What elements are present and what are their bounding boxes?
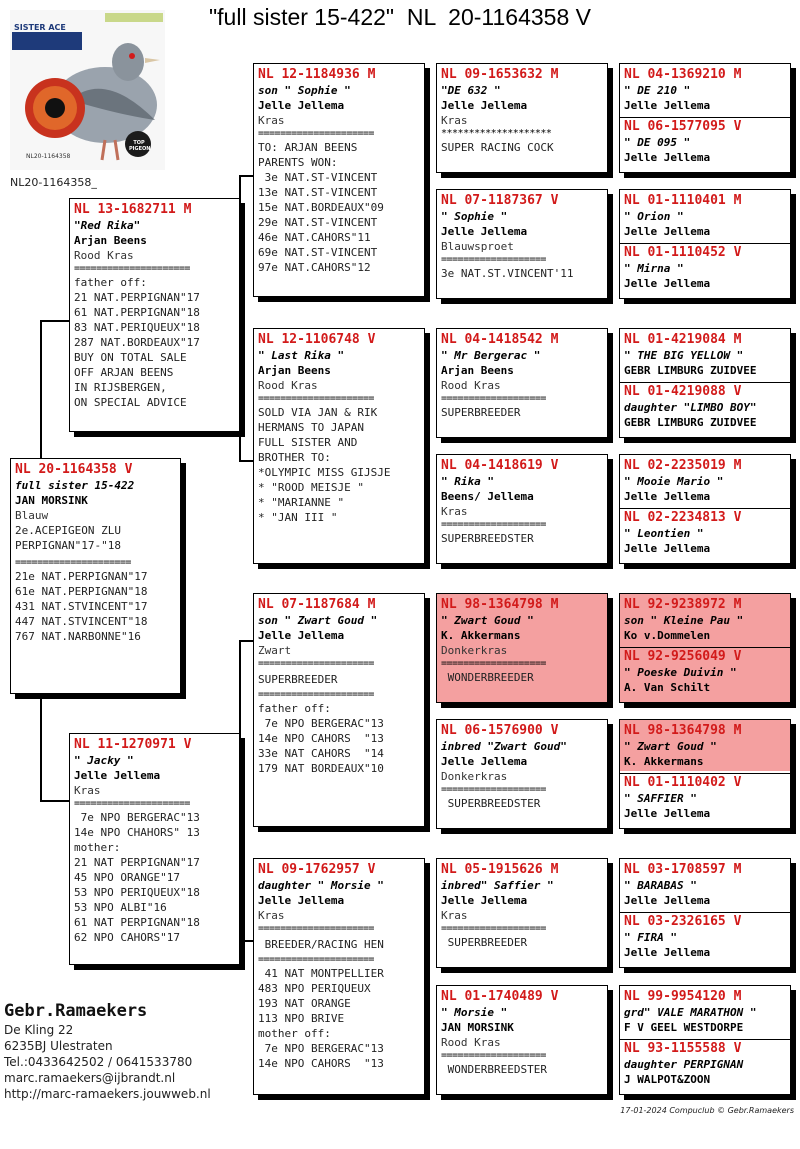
pedigree-card-mmf	[436, 858, 608, 968]
pedigree-card-g16	[620, 1039, 790, 1087]
ring-number: NL 04-1369210 M	[624, 67, 742, 82]
breeder-name: Gebr.Ramaekers	[4, 1001, 148, 1021]
owner: Arjan Beens	[441, 364, 514, 377]
note-line: BROTHER TO:	[258, 451, 331, 464]
note-line: 431 NAT.STVINCENT"17	[15, 600, 148, 613]
connector	[239, 175, 253, 177]
owner: Jelle Jellema	[74, 769, 161, 782]
color: Kras	[441, 114, 468, 127]
connector	[40, 320, 42, 460]
ring-number: NL 02-2235019 M	[624, 458, 742, 473]
separator: =====================	[74, 263, 190, 274]
owner: Jelle Jellema	[624, 151, 711, 164]
note-line: 7e NPO BERGERAC"13	[74, 811, 200, 824]
pedigree-card-g13	[620, 859, 790, 910]
pigeon-name: " Jacky "	[74, 754, 134, 767]
note-line: mother:	[74, 841, 121, 854]
separator: =====================	[258, 923, 374, 934]
note-line: IN RIJSBERGEN,	[74, 381, 167, 394]
note-line: 61 NAT PERPIGNAN"18	[74, 916, 200, 929]
owner: Jelle Jellema	[624, 99, 711, 112]
pigeon-name: " Rika "	[441, 475, 494, 488]
pedigree-card-fm	[253, 328, 425, 564]
note-line: BUY ON TOTAL SALE	[74, 351, 187, 364]
owner: A. Van Schilt	[624, 681, 711, 694]
pedigree-card-g5	[620, 329, 790, 380]
note-line: father off:	[258, 702, 331, 715]
color: Kras	[441, 909, 468, 922]
separator: =====================	[258, 689, 374, 700]
color: Rood Kras	[441, 379, 501, 392]
pigeon-name: daughter "LIMBO BOY"	[624, 401, 757, 414]
note-line: 53 NPO ALBI"16	[74, 901, 167, 914]
note-line: 33e NAT CAHORS "14	[258, 747, 384, 760]
ring-number: NL 92-9238972 M	[624, 597, 742, 612]
note-line: 21 NAT PERPIGNAN"17	[74, 856, 200, 869]
note-line: 193 NAT ORANGE	[258, 997, 351, 1010]
connector	[239, 940, 253, 942]
photo-headline: SISTER ACE PERPIGNAN	[14, 23, 67, 41]
pigeon-name: " Zwart Goud "	[624, 740, 717, 753]
owner: Jelle Jellema	[624, 807, 711, 820]
note-line: WONDERBREEDSTER	[441, 1063, 547, 1076]
ring-number: NL 04-1418542 M	[441, 332, 559, 347]
pedigree-pair-4	[619, 454, 791, 564]
owner: Ko v.Dommelen	[624, 629, 711, 642]
note-line: SUPERBREEDSTER	[441, 797, 541, 810]
note-line: 53 NPO PERIQUEUX"18	[74, 886, 200, 899]
pedigree-card-mm	[253, 858, 425, 1095]
owner: K. Akkermans	[441, 629, 521, 642]
ring-number: NL 03-2326165 V	[624, 914, 742, 929]
color: Donkerkras	[441, 770, 508, 783]
note-line: 21e NAT.PERPIGNAN"17	[15, 570, 148, 583]
pedigree-pair-3	[619, 328, 791, 438]
photo-ring: NL20-1164358	[26, 153, 71, 160]
ring-number: NL 01-1110402 V	[624, 775, 742, 790]
ring-number: NL 12-1184936 M	[258, 67, 376, 82]
ring-number: NL 01-4219084 M	[624, 332, 742, 347]
separator: ********************	[441, 128, 552, 139]
owner: JAN MORSINK	[15, 494, 88, 507]
ring-number: NL 99-9954120 M	[624, 989, 742, 1004]
pedigree-card-mfm	[436, 719, 608, 829]
note-line: *OLYMPIC MISS GIJSJE	[258, 466, 391, 479]
note-line: PERPIGNAN"17-"18	[15, 539, 121, 552]
note-line: father off:	[74, 276, 147, 289]
owner: Arjan Beens	[74, 234, 147, 247]
note-line: 97e NAT.CAHORS"12	[258, 261, 371, 274]
note-line: 62 NPO CAHORS"17	[74, 931, 180, 944]
pigeon-name: " Mirna "	[624, 262, 684, 275]
owner: GEBR LIMBURG ZUIDVEE	[624, 364, 757, 377]
pedigree-pair-1	[619, 63, 791, 173]
pedigree-card-g15	[620, 986, 790, 1037]
color: Donkerkras	[441, 644, 508, 657]
note-line: 3e NAT.ST.VINCENT'11	[441, 267, 574, 280]
pedigree-card-g14	[620, 912, 790, 960]
breeder-address: De Kling 22	[4, 1023, 74, 1037]
note-line: 447 NAT.STVINCENT"18	[15, 615, 148, 628]
ring-number: NL 13-1682711 M	[74, 202, 192, 217]
pedigree-pair-6	[619, 719, 791, 829]
pigeon-name: full sister 15-422	[15, 479, 135, 492]
ring-number: NL 01-1740489 V	[441, 989, 559, 1004]
pedigree-card-ffm	[436, 189, 608, 299]
pedigree-card-g8	[620, 508, 790, 556]
ring-number: NL 09-1653632 M	[441, 67, 559, 82]
owner: Jelle Jellema	[624, 225, 711, 238]
ring-number: NL 02-2234813 V	[624, 510, 742, 525]
pigeon-name: " FIRA "	[624, 931, 677, 944]
pigeon-name: " Zwart Goud "	[441, 614, 534, 627]
note-line: SUPERBREEDER	[441, 936, 528, 949]
note-line: 41 NAT MONTPELLIER	[258, 967, 384, 980]
breeder-website[interactable]: http://marc-ramaekers.jouwweb.nl	[4, 1087, 211, 1101]
owner: J WALPOT&ZOON	[624, 1073, 711, 1086]
owner: Jelle Jellema	[258, 99, 345, 112]
pedigree-card-g6	[620, 382, 790, 430]
pigeon-name: " SAFFIER "	[624, 792, 697, 805]
pigeon-name: inbred "Zwart Goud"	[441, 740, 567, 753]
ring-number: NL 12-1106748 V	[258, 332, 376, 347]
page-title: "full sister 15-422" NL 20-1164358 V	[209, 4, 591, 30]
separator: ===================	[441, 658, 546, 669]
note-line: SUPERBREEDER	[258, 673, 338, 686]
color: Kras	[258, 909, 285, 922]
pedigree-card-g7	[620, 455, 790, 506]
note-line: SUPERBREEDSTER	[441, 532, 534, 545]
note-line: WONDERBREEDER	[441, 671, 534, 684]
pedigree-card-father	[69, 198, 240, 432]
separator: ===================	[441, 254, 546, 265]
separator: =====================	[258, 393, 374, 404]
pedigree-card-g2	[620, 117, 790, 165]
note-line: SUPERBREEDER	[441, 406, 521, 419]
pedigree-card-root	[10, 458, 181, 694]
color: Kras	[441, 505, 468, 518]
pigeon-name: "DE 632 "	[441, 84, 501, 97]
pedigree-card-g9	[620, 594, 790, 645]
note-line: 83 NAT.PERIQUEUX"18	[74, 321, 200, 334]
owner: K. Akkermans	[624, 755, 704, 768]
breeder-email[interactable]: marc.ramaekers@ijbrandt.nl	[4, 1071, 176, 1085]
note-line: 7e NPO BERGERAC"13	[258, 717, 384, 730]
pedigree-card-fmm	[436, 454, 608, 564]
ring-number: NL 98-1364798 M	[441, 597, 559, 612]
ring-number: NL 98-1364798 M	[624, 723, 742, 738]
color: Blauw	[15, 509, 49, 522]
note-line: 45 NPO ORANGE"17	[74, 871, 180, 884]
color: Kras	[258, 114, 285, 127]
color: Zwart	[258, 644, 292, 657]
note-line: SUPER RACING COCK	[441, 141, 554, 154]
note-line: 13e NAT.ST-VINCENT	[258, 186, 378, 199]
note-line: 7e NPO BERGERAC"13	[258, 1042, 384, 1055]
pigeon-name: " Mr Bergerac "	[441, 349, 541, 362]
pigeon-name: " Last Rika "	[258, 349, 345, 362]
pedigree-card-ff	[253, 63, 425, 297]
pedigree-card-g3	[620, 190, 790, 241]
owner: Jelle Jellema	[624, 894, 711, 907]
pigeon-name: daughter PERPIGNAN	[624, 1058, 744, 1071]
owner: JAN MORSINK	[441, 1021, 514, 1034]
owner: Arjan Beens	[258, 364, 331, 377]
owner: Jelle Jellema	[441, 755, 528, 768]
owner: Jelle Jellema	[258, 894, 345, 907]
note-line: 61e NAT.PERPIGNAN"18	[15, 585, 148, 598]
color: Rood Kras	[74, 249, 134, 262]
note-line: 14e NPO CAHORS "13	[258, 732, 384, 745]
owner: Jelle Jellema	[624, 490, 711, 503]
pigeon-name: inbred" Saffier "	[441, 879, 554, 892]
owner: Jelle Jellema	[624, 542, 711, 555]
owner: Jelle Jellema	[441, 894, 528, 907]
pigeon-photo	[10, 10, 165, 170]
note-line: * "MARIANNE "	[258, 496, 345, 509]
owner: Jelle Jellema	[258, 629, 345, 642]
pedigree-pair-2	[619, 189, 791, 299]
pigeon-name: " DE 210 "	[624, 84, 691, 97]
note-line: 21 NAT.PERPIGNAN"17	[74, 291, 200, 304]
ring-number: NL 01-4219088 V	[624, 384, 742, 399]
breeder-contact	[4, 1000, 211, 1102]
separator: ===================	[441, 923, 546, 934]
pigeon-name: " Poeske Duivin "	[624, 666, 737, 679]
breeder-city: 6235BJ Ulestraten	[4, 1039, 113, 1053]
owner: Jelle Jellema	[624, 946, 711, 959]
separator: ===================	[441, 393, 546, 404]
owner: Jelle Jellema	[624, 277, 711, 290]
note-line: 15e NAT.BORDEAUX"09	[258, 201, 384, 214]
note-line: ON SPECIAL ADVICE	[74, 396, 187, 409]
ring-number: NL 07-1187367 V	[441, 193, 559, 208]
ring-number: NL 92-9256049 V	[624, 649, 742, 664]
pigeon-name: daughter " Morsie "	[258, 879, 384, 892]
note-line: BREEDER/RACING HEN	[258, 938, 384, 951]
separator: =====================	[258, 128, 374, 139]
owner: F V GEEL WESTDORPE	[624, 1021, 744, 1034]
separator: =====================	[258, 954, 374, 965]
pedigree-card-mff	[436, 593, 608, 703]
connector	[239, 460, 253, 462]
separator: ===================	[441, 784, 546, 795]
pigeon-name: " Morsie "	[441, 1006, 508, 1019]
owner: Jelle Jellema	[441, 225, 528, 238]
color: Rood Kras	[258, 379, 318, 392]
ring-number: NL 06-1576900 V	[441, 723, 559, 738]
note-line: 287 NAT.BORDEAUX"17	[74, 336, 200, 349]
connector	[40, 320, 70, 322]
breeder-phone: Tel.:0433642502 / 0641533780	[4, 1055, 193, 1069]
note-line: 69e NAT.ST-VINCENT	[258, 246, 378, 259]
note-line: PARENTS WON:	[258, 156, 338, 169]
pigeon-name: " Orion "	[624, 210, 684, 223]
pedigree-card-g12	[620, 773, 790, 821]
note-line: 29e NAT.ST-VINCENT	[258, 216, 378, 229]
note-line: 14e NPO CHAHORS" 13	[74, 826, 200, 839]
note-line: 46e NAT.CAHORS"11	[258, 231, 371, 244]
ring-number: NL 05-1915626 M	[441, 862, 559, 877]
ring-number: NL 07-1187684 M	[258, 597, 376, 612]
note-line: FULL SISTER AND	[258, 436, 358, 449]
note-line: OFF ARJAN BEENS	[74, 366, 174, 379]
connector	[239, 640, 253, 642]
note-line: TO: ARJAN BEENS	[258, 141, 358, 154]
pedigree-card-fff	[436, 63, 608, 173]
connector	[40, 800, 70, 802]
print-stamp: 17-01-2024 Compuclub © Gebr.Ramaekers	[620, 1106, 794, 1115]
separator: ===================	[441, 519, 546, 530]
pigeon-name: " Sophie "	[441, 210, 508, 223]
ring-number: NL 93-1155588 V	[624, 1041, 742, 1056]
photo-badge: TOP PIGEON	[129, 140, 151, 152]
separator: =====================	[258, 658, 374, 669]
note-line: 2e.ACEPIGEON ZLU	[15, 524, 121, 537]
note-line: mother off:	[258, 1027, 331, 1040]
note-line: 179 NAT BORDEAUX"10	[258, 762, 384, 775]
pigeon-name: grd" VALE MARATHON "	[624, 1006, 757, 1019]
note-line: HERMANS TO JAPAN	[258, 421, 364, 434]
pedigree-card-g4	[620, 243, 790, 291]
note-line: * "ROOD MEISJE "	[258, 481, 364, 494]
pedigree-card-g10	[620, 647, 790, 695]
pedigree-card-g1	[620, 64, 790, 115]
ring-number: NL 09-1762957 V	[258, 862, 376, 877]
note-line: * "JAN III "	[258, 511, 338, 524]
connector	[40, 690, 42, 800]
owner: Jelle Jellema	[441, 99, 528, 112]
pedigree-pair-5	[619, 593, 791, 703]
pigeon-name: " DE 095 "	[624, 136, 691, 149]
ring-number: NL 20-1164358 V	[15, 462, 133, 477]
separator: ===================	[441, 1050, 546, 1061]
pedigree-card-g11	[620, 720, 790, 771]
pigeon-name: son " Sophie "	[258, 84, 351, 97]
note-line: 113 NPO BRIVE	[258, 1012, 345, 1025]
ring-number: NL 01-1110401 M	[624, 193, 742, 208]
color: Rood Kras	[441, 1036, 501, 1049]
note-line: 61 NAT.PERPIGNAN"18	[74, 306, 200, 319]
pigeon-name: son " Zwart Goud "	[258, 614, 378, 627]
pedigree-card-mother	[69, 733, 240, 965]
pigeon-name: son " Kleine Pau "	[624, 614, 744, 627]
ring-number: NL 03-1708597 M	[624, 862, 742, 877]
pigeon-name: " THE BIG YELLOW "	[624, 349, 744, 362]
pedigree-card-mf	[253, 593, 425, 827]
photo-caption: NL20-1164358_	[10, 176, 97, 189]
owner: Beens/ Jellema	[441, 490, 534, 503]
note-line: 483 NPO PERIQUEUX	[258, 982, 371, 995]
pedigree-pair-8	[619, 985, 791, 1095]
ring-number: NL 04-1418619 V	[441, 458, 559, 473]
note-line: 14e NPO CAHORS "13	[258, 1057, 384, 1070]
pigeon-name: "Red Rika"	[74, 219, 141, 232]
ring-number: NL 01-1110452 V	[624, 245, 742, 260]
pigeon-name: " Mooie Mario "	[624, 475, 724, 488]
pedigree-card-fmf	[436, 328, 608, 438]
note-line: SOLD VIA JAN & RIK	[258, 406, 378, 419]
note-line: 767 NAT.NARBONNE"16	[15, 630, 141, 643]
pigeon-name: " BARABAS "	[624, 879, 697, 892]
pedigree-pair-7	[619, 858, 791, 968]
owner: GEBR LIMBURG ZUIDVEE	[624, 416, 757, 429]
separator: =====================	[74, 798, 190, 809]
color: Kras	[74, 784, 101, 797]
ring-number: NL 11-1270971 V	[74, 737, 192, 752]
ring-number: NL 06-1577095 V	[624, 119, 742, 134]
color: Blauwsproet	[441, 240, 514, 253]
note-line: 3e NAT.ST-VINCENT	[258, 171, 378, 184]
separator: =====================	[15, 557, 131, 568]
pigeon-name: " Leontien "	[624, 527, 704, 540]
pedigree-card-mmm	[436, 985, 608, 1095]
